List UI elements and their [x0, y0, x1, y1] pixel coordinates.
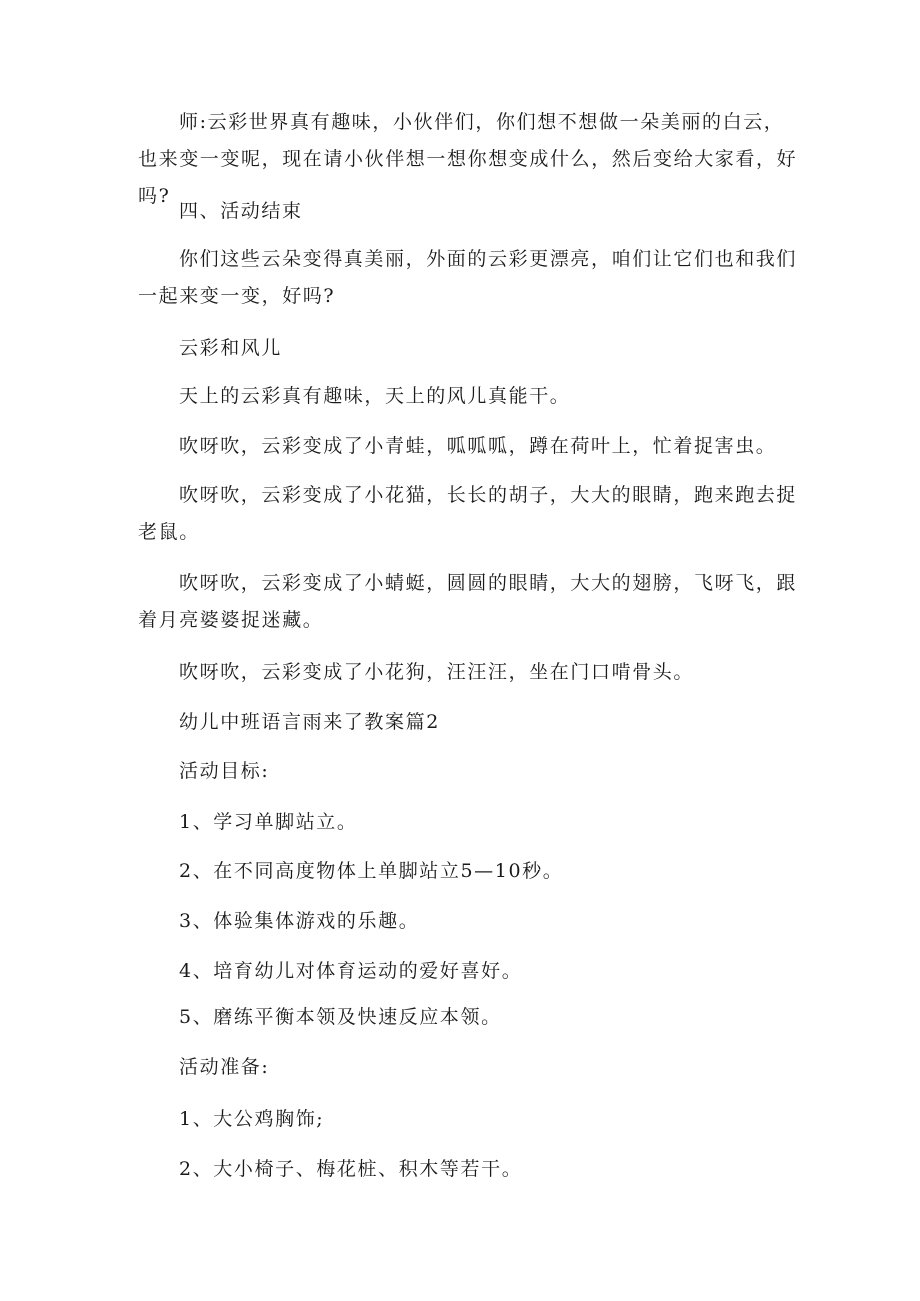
poem-line-3: 吹呀吹，云彩变成了小花猫，长长的胡子，大大的眼睛，跑来跑去捉老鼠。 [138, 484, 798, 543]
section-heading-goals: 活动目标: [179, 760, 270, 782]
poem-line-1: 天上的云彩真有趣味，天上的风儿真能干。 [179, 385, 571, 407]
poem-line-5: 吹呀吹，云彩变成了小花狗，汪汪汪，坐在门口啃骨头。 [179, 661, 695, 683]
poem-line-4: 吹呀吹，云彩变成了小蜻蜓，圆圆的眼睛，大大的翅膀，飞呀飞，跟着月亮婆婆捉迷藏。 [138, 572, 798, 631]
goal-item-1: 1、学习单脚站立。 [179, 811, 358, 833]
poem-line-2: 吹呀吹，云彩变成了小青蛙，呱呱呱，蹲在荷叶上，忙着捉害虫。 [179, 435, 777, 457]
lesson-plan-title: 幼儿中班语言雨来了教案篇2 [179, 711, 440, 733]
preparation-item-1: 1、大公鸡胸饰; [179, 1108, 325, 1130]
goal-item-2: 2、在不同高度物体上单脚站立5—10秒。 [179, 860, 564, 882]
goal-item-3: 3、体验集体游戏的乐趣。 [179, 910, 420, 932]
section-heading-activity-end: 四、活动结束 [179, 200, 303, 222]
paragraph-activity-end: 你们这些云朵变得真美丽，外面的云彩更漂亮，咱们让它们也和我们一起来变一变，好吗? [138, 248, 798, 307]
poem-title: 云彩和风儿 [179, 337, 283, 359]
preparation-item-2: 2、大小椅子、梅花桩、积木等若干。 [179, 1158, 523, 1180]
paragraph-teacher-dialogue: 师:云彩世界真有趣味，小伙伴们，你们想不想做一朵美丽的白云，也来变一变呢，现在请小伙伴想一想你想变成什么，然后变给大家看，好吗? [138, 111, 798, 207]
goal-item-5: 5、磨练平衡本领及快速反应本领。 [179, 1006, 502, 1028]
section-heading-preparation: 活动准备: [179, 1056, 270, 1078]
goal-item-4: 4、培育幼儿对体育运动的爱好喜好。 [179, 960, 523, 982]
